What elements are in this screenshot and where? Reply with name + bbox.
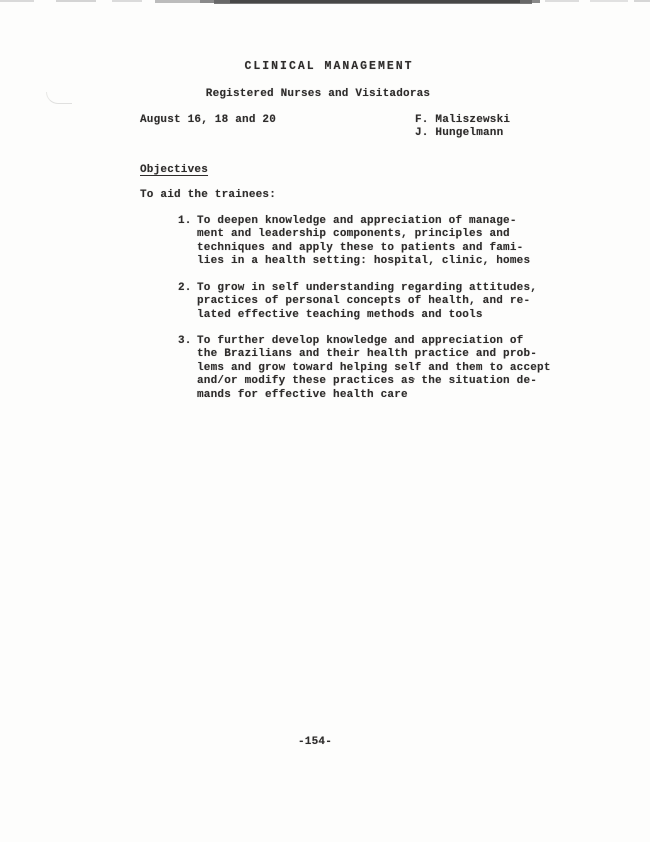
scan-edge-mark bbox=[634, 0, 650, 2]
instructor-name-2: J. Hungelmann bbox=[415, 127, 504, 140]
scan-edge-mark bbox=[56, 0, 96, 2]
objectives-heading-text: Objectives bbox=[140, 164, 209, 176]
objective-item-2 bbox=[178, 282, 537, 322]
scan-artifact-top-edge bbox=[0, 0, 650, 8]
objectives-heading bbox=[140, 164, 208, 176]
objective-1-number: 1. bbox=[178, 215, 192, 227]
scan-edge-mark bbox=[112, 0, 142, 2]
objective-3-text bbox=[197, 335, 551, 402]
objective-1-line-2: ment and leadership components, principles and bbox=[197, 228, 510, 241]
objective-1-line-1: To deepen knowledge and appreciation of manage- bbox=[197, 215, 517, 227]
objective-item-3 bbox=[178, 335, 551, 402]
objective-3-line-4: and/or modify these practices as the situation de- bbox=[197, 375, 538, 388]
scan-edge-mark bbox=[545, 0, 579, 2]
objective-1-line-3: techniques and apply these to patients and fami- bbox=[197, 241, 524, 254]
objectives-intro: To aid the trainees: bbox=[140, 189, 277, 201]
objective-3-line-5: mands for effective health care bbox=[197, 388, 408, 401]
document-title: CLINICAL MANAGEMENT bbox=[244, 60, 414, 73]
document-subtitle: Registered Nurses and Visitadoras bbox=[205, 88, 431, 100]
objective-2-line-3: lated effective teaching methods and tools bbox=[197, 308, 483, 321]
scan-edge-mark bbox=[230, 0, 520, 3]
scan-edge-mark bbox=[590, 0, 628, 2]
session-dates: August 16, 18 and 20 bbox=[140, 114, 277, 126]
objective-3-line-3: lems and grow toward helping self and them to accept bbox=[197, 361, 551, 374]
objective-3-line-1: To further develop knowledge and appreciation of bbox=[197, 335, 524, 347]
instructor-names bbox=[415, 114, 510, 141]
objective-1-line-4: lies in a health setting: hospital, clinic, homes bbox=[197, 255, 531, 268]
objective-item-1 bbox=[178, 215, 530, 269]
scan-edge-mark bbox=[0, 0, 34, 2]
objective-2-number: 2. bbox=[178, 282, 192, 294]
instructor-name-1: F. Maliszewski bbox=[415, 114, 511, 126]
objective-1-text bbox=[197, 215, 530, 269]
objective-2-line-2: practices of personal concepts of health, and re- bbox=[197, 295, 531, 308]
objective-3-line-2: the Brazilians and their health practice and prob- bbox=[197, 348, 538, 361]
scan-edge-mark bbox=[155, 0, 200, 3]
page-number: -154- bbox=[297, 736, 332, 748]
objective-2-line-1: To grow in self understanding regarding attitudes, bbox=[197, 282, 538, 294]
objective-2-text bbox=[197, 282, 537, 322]
objective-3-number: 3. bbox=[178, 335, 192, 347]
